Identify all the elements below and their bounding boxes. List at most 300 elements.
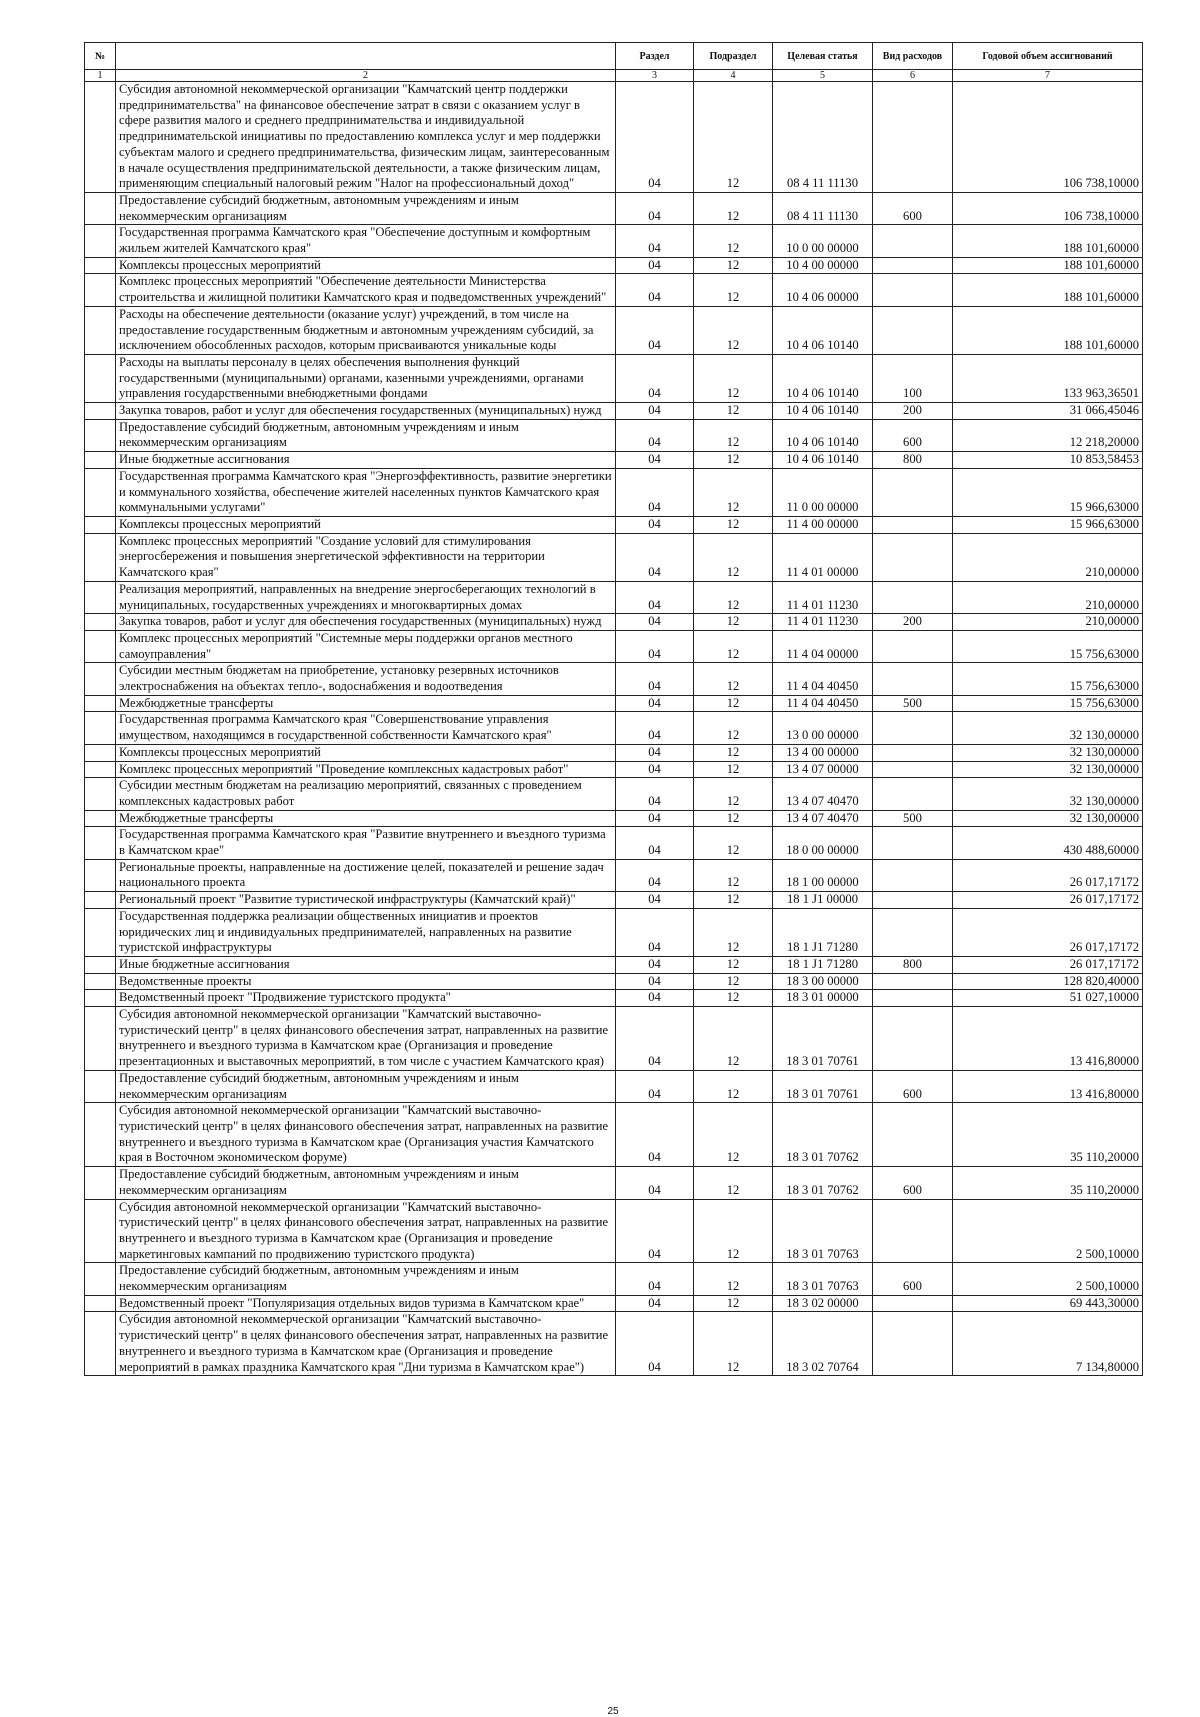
table-row [85, 225, 1143, 257]
row-razdel-cell: 04 [616, 257, 694, 274]
row-amount-cell: 15 966,63000 [953, 516, 1143, 533]
row-name-cell: Субсидия автономной некоммерческой организации "Камчатский выставочно-туристический центр" в целях финансового обеспечения затрат, направленных на развитие внутреннего и въездного туризма в Камчатском крае (Организация и проведение презентационных и выставочных мероприятий, в том числе с участием Камчатского края) [116, 1007, 616, 1071]
row-podrazdel-cell: 12 [694, 712, 773, 744]
table-row [85, 257, 1143, 274]
table-row [85, 990, 1143, 1007]
row-razdel-cell: 04 [616, 1007, 694, 1071]
row-podrazdel-cell: 12 [694, 257, 773, 274]
row-number-cell [85, 956, 116, 973]
table-row [85, 468, 1143, 516]
row-name-cell: Межбюджетные трансферты [116, 810, 616, 827]
row-podrazdel-cell: 12 [694, 1007, 773, 1071]
row-target-article-cell: 18 3 01 70761 [773, 1007, 873, 1071]
row-expense-type-cell [873, 82, 953, 193]
row-amount-cell: 35 110,20000 [953, 1103, 1143, 1167]
row-expense-type-cell: 200 [873, 403, 953, 420]
row-amount-cell: 210,00000 [953, 581, 1143, 613]
row-number-cell [85, 1007, 116, 1071]
row-name-cell: Иные бюджетные ассигнования [116, 452, 616, 469]
header-expense-type: Вид расходов [873, 43, 953, 70]
row-expense-type-cell [873, 827, 953, 859]
row-expense-type-cell: 600 [873, 192, 953, 224]
row-target-article-cell: 13 0 00 00000 [773, 712, 873, 744]
table-row [85, 1103, 1143, 1167]
row-number-cell [85, 452, 116, 469]
row-target-article-cell: 18 3 01 70761 [773, 1070, 873, 1102]
row-target-article-cell: 11 4 04 40450 [773, 695, 873, 712]
row-razdel-cell: 04 [616, 956, 694, 973]
row-expense-type-cell [873, 274, 953, 306]
header-podrazdel: Подраздел [694, 43, 773, 70]
row-amount-cell: 51 027,10000 [953, 990, 1143, 1007]
header-name [116, 43, 616, 70]
row-name-cell: Иные бюджетные ассигнования [116, 956, 616, 973]
row-amount-cell: 26 017,17172 [953, 908, 1143, 956]
row-razdel-cell: 04 [616, 306, 694, 354]
row-name-cell: Субсидия автономной некоммерческой организации "Камчатский выставочно-туристический центр" в целях финансового обеспечения затрат, направленных на развитие внутреннего и въездного туризма в Камчатском крае (Организация и проведение мероприятий в рамках праздника Камчатского края "Дни туризма в Камчатском крае") [116, 1312, 616, 1376]
row-target-article-cell: 10 4 06 00000 [773, 274, 873, 306]
header-number: № [85, 43, 116, 70]
row-name-cell: Закупка товаров, работ и услуг для обеспечения государственных (муниципальных) нужд [116, 614, 616, 631]
row-razdel-cell: 04 [616, 614, 694, 631]
row-target-article-cell: 08 4 11 11130 [773, 192, 873, 224]
row-expense-type-cell: 600 [873, 1070, 953, 1102]
row-name-cell: Комплексы процессных мероприятий [116, 516, 616, 533]
row-expense-type-cell [873, 1007, 953, 1071]
row-podrazdel-cell: 12 [694, 419, 773, 451]
row-target-article-cell: 10 4 06 10140 [773, 452, 873, 469]
table-row [85, 630, 1143, 662]
row-razdel-cell: 04 [616, 1070, 694, 1102]
column-number: 5 [773, 70, 873, 82]
row-amount-cell: 26 017,17172 [953, 892, 1143, 909]
row-target-article-cell: 13 4 00 00000 [773, 744, 873, 761]
row-podrazdel-cell: 12 [694, 1295, 773, 1312]
row-podrazdel-cell: 12 [694, 892, 773, 909]
row-expense-type-cell [873, 973, 953, 990]
row-podrazdel-cell: 12 [694, 827, 773, 859]
row-name-cell: Ведомственный проект "Продвижение туристского продукта" [116, 990, 616, 1007]
row-number-cell [85, 354, 116, 402]
table-row [85, 761, 1143, 778]
row-podrazdel-cell: 12 [694, 1103, 773, 1167]
table-row [85, 695, 1143, 712]
row-amount-cell: 32 130,00000 [953, 744, 1143, 761]
row-number-cell [85, 257, 116, 274]
table-row [85, 1295, 1143, 1312]
row-number-cell [85, 892, 116, 909]
row-number-cell [85, 516, 116, 533]
row-number-cell [85, 859, 116, 891]
row-amount-cell: 430 488,60000 [953, 827, 1143, 859]
row-razdel-cell: 04 [616, 778, 694, 810]
row-podrazdel-cell: 12 [694, 82, 773, 193]
row-podrazdel-cell: 12 [694, 630, 773, 662]
column-numbers-row [85, 70, 1143, 82]
row-podrazdel-cell: 12 [694, 403, 773, 420]
row-razdel-cell: 04 [616, 1312, 694, 1376]
row-amount-cell: 2 500,10000 [953, 1263, 1143, 1295]
row-target-article-cell: 11 4 00 00000 [773, 516, 873, 533]
column-number: 3 [616, 70, 694, 82]
row-razdel-cell: 04 [616, 274, 694, 306]
row-amount-cell: 2 500,10000 [953, 1199, 1143, 1263]
row-expense-type-cell: 100 [873, 354, 953, 402]
table-row [85, 403, 1143, 420]
row-name-cell: Региональные проекты, направленные на достижение целей, показателей и решение задач национального проекта [116, 859, 616, 891]
row-name-cell: Государственная программа Камчатского края "Энергоэффективность, развитие энергетики и коммунального хозяйства, обеспечение жителей населенных пунктов Камчатского края коммунальными услугами" [116, 468, 616, 516]
row-expense-type-cell: 600 [873, 419, 953, 451]
row-number-cell [85, 827, 116, 859]
row-razdel-cell: 04 [616, 630, 694, 662]
row-expense-type-cell [873, 1199, 953, 1263]
budget-table-page [84, 42, 1142, 1717]
row-expense-type-cell [873, 1312, 953, 1376]
row-target-article-cell: 10 4 06 10140 [773, 419, 873, 451]
row-razdel-cell: 04 [616, 1167, 694, 1199]
row-target-article-cell: 10 4 06 10140 [773, 403, 873, 420]
row-podrazdel-cell: 12 [694, 274, 773, 306]
row-number-cell [85, 990, 116, 1007]
column-number: 4 [694, 70, 773, 82]
row-amount-cell: 128 820,40000 [953, 973, 1143, 990]
header-razdel: Раздел [616, 43, 694, 70]
row-target-article-cell: 11 4 04 40450 [773, 663, 873, 695]
row-name-cell: Ведомственные проекты [116, 973, 616, 990]
row-amount-cell: 32 130,00000 [953, 712, 1143, 744]
row-podrazdel-cell: 12 [694, 614, 773, 631]
row-amount-cell: 15 756,63000 [953, 663, 1143, 695]
row-target-article-cell: 18 3 01 70762 [773, 1167, 873, 1199]
row-name-cell: Ведомственный проект "Популяризация отдельных видов туризма в Камчатском крае" [116, 1295, 616, 1312]
table-row [85, 827, 1143, 859]
row-amount-cell: 15 966,63000 [953, 468, 1143, 516]
row-razdel-cell: 04 [616, 1199, 694, 1263]
row-target-article-cell: 10 4 06 10140 [773, 306, 873, 354]
row-number-cell [85, 1312, 116, 1376]
row-number-cell [85, 778, 116, 810]
row-expense-type-cell [873, 663, 953, 695]
row-podrazdel-cell: 12 [694, 192, 773, 224]
row-name-cell: Реализация мероприятий, направленных на внедрение энергосберегающих технологий в муниципальных, государственных учреждениях и многоквартирных домах [116, 581, 616, 613]
row-number-cell [85, 225, 116, 257]
row-podrazdel-cell: 12 [694, 1199, 773, 1263]
row-podrazdel-cell: 12 [694, 663, 773, 695]
row-expense-type-cell [873, 859, 953, 891]
table-row [85, 192, 1143, 224]
row-podrazdel-cell: 12 [694, 695, 773, 712]
row-number-cell [85, 630, 116, 662]
row-amount-cell: 188 101,60000 [953, 306, 1143, 354]
row-podrazdel-cell: 12 [694, 810, 773, 827]
row-target-article-cell: 18 3 02 70764 [773, 1312, 873, 1376]
row-razdel-cell: 04 [616, 695, 694, 712]
row-amount-cell: 10 853,58453 [953, 452, 1143, 469]
row-podrazdel-cell: 12 [694, 516, 773, 533]
table-row [85, 306, 1143, 354]
row-name-cell: Государственная поддержка реализации общественных инициатив и проектов юридических лиц и индивидуальных предпринимателей, направленных на развитие туристской инфраструктуры [116, 908, 616, 956]
table-row [85, 859, 1143, 891]
row-target-article-cell: 18 1 00 00000 [773, 859, 873, 891]
row-razdel-cell: 04 [616, 192, 694, 224]
row-podrazdel-cell: 12 [694, 761, 773, 778]
row-name-cell: Государственная программа Камчатского края "Совершенствование управления имуществом, находящимся в государственной собственности Камчатского края" [116, 712, 616, 744]
row-name-cell: Субсидии местным бюджетам на приобретение, установку резервных источников электроснабжения на объектах тепло-, водоснабжения и водоотведения [116, 663, 616, 695]
row-expense-type-cell [873, 225, 953, 257]
table-row [85, 908, 1143, 956]
row-podrazdel-cell: 12 [694, 1263, 773, 1295]
page-number: 25 [607, 1706, 619, 1717]
row-razdel-cell: 04 [616, 403, 694, 420]
row-razdel-cell: 04 [616, 663, 694, 695]
row-razdel-cell: 04 [616, 419, 694, 451]
row-expense-type-cell [873, 581, 953, 613]
row-target-article-cell: 18 3 01 70762 [773, 1103, 873, 1167]
row-target-article-cell: 18 1 J1 71280 [773, 956, 873, 973]
row-number-cell [85, 468, 116, 516]
table-row [85, 1312, 1143, 1376]
row-razdel-cell: 04 [616, 892, 694, 909]
row-name-cell: Предоставление субсидий бюджетным, автономным учреждениям и иным некоммерческим организациям [116, 419, 616, 451]
header-annual-amount: Годовой объем ассигнований [953, 43, 1143, 70]
row-expense-type-cell: 800 [873, 452, 953, 469]
row-amount-cell: 32 130,00000 [953, 778, 1143, 810]
row-expense-type-cell: 500 [873, 810, 953, 827]
row-amount-cell: 210,00000 [953, 614, 1143, 631]
row-amount-cell: 13 416,80000 [953, 1007, 1143, 1071]
row-name-cell: Предоставление субсидий бюджетным, автономным учреждениям и иным некоммерческим организациям [116, 1263, 616, 1295]
row-target-article-cell: 11 4 01 00000 [773, 533, 873, 581]
row-amount-cell: 188 101,60000 [953, 257, 1143, 274]
table-row [85, 581, 1143, 613]
row-expense-type-cell: 500 [873, 695, 953, 712]
row-target-article-cell: 10 0 00 00000 [773, 225, 873, 257]
row-number-cell [85, 973, 116, 990]
row-amount-cell: 26 017,17172 [953, 859, 1143, 891]
row-podrazdel-cell: 12 [694, 990, 773, 1007]
row-number-cell [85, 712, 116, 744]
row-number-cell [85, 82, 116, 193]
row-expense-type-cell [873, 257, 953, 274]
row-expense-type-cell [873, 990, 953, 1007]
row-razdel-cell: 04 [616, 744, 694, 761]
row-amount-cell: 106 738,10000 [953, 192, 1143, 224]
row-number-cell [85, 274, 116, 306]
row-razdel-cell: 04 [616, 225, 694, 257]
row-name-cell: Предоставление субсидий бюджетным, автономным учреждениям и иным некоммерческим организациям [116, 1167, 616, 1199]
row-target-article-cell: 18 3 02 00000 [773, 1295, 873, 1312]
row-name-cell: Субсидия автономной некоммерческой организации "Камчатский выставочно-туристический центр" в целях финансового обеспечения затрат, направленных на развитие внутреннего и въездного туризма в Камчатском крае (Организация участия Камчатского края в Восточном экономическом форуме) [116, 1103, 616, 1167]
row-expense-type-cell [873, 892, 953, 909]
row-expense-type-cell [873, 908, 953, 956]
row-name-cell: Субсидия автономной некоммерческой организации "Камчатский выставочно-туристический центр" в целях финансового обеспечения затрат, направленных на развитие внутреннего и въездного туризма в Камчатском крае (Организация и проведение маркетинговых кампаний по продвижению туристского продукта) [116, 1199, 616, 1263]
row-target-article-cell: 18 3 00 00000 [773, 973, 873, 990]
row-target-article-cell: 18 1 J1 00000 [773, 892, 873, 909]
row-razdel-cell: 04 [616, 859, 694, 891]
row-razdel-cell: 04 [616, 1295, 694, 1312]
row-number-cell [85, 663, 116, 695]
table-row [85, 1199, 1143, 1263]
table-row [85, 810, 1143, 827]
row-amount-cell: 32 130,00000 [953, 810, 1143, 827]
row-razdel-cell: 04 [616, 973, 694, 990]
row-target-article-cell: 11 4 01 11230 [773, 614, 873, 631]
row-podrazdel-cell: 12 [694, 468, 773, 516]
row-name-cell: Комплекс процессных мероприятий "Создание условий для стимулирования энергосбережения и повышения энергетической эффективности на территории Камчатского края" [116, 533, 616, 581]
row-expense-type-cell [873, 778, 953, 810]
table-body [85, 82, 1143, 1376]
row-number-cell [85, 908, 116, 956]
table-row [85, 973, 1143, 990]
row-razdel-cell: 04 [616, 581, 694, 613]
row-name-cell: Закупка товаров, работ и услуг для обеспечения государственных (муниципальных) нужд [116, 403, 616, 420]
row-amount-cell: 188 101,60000 [953, 225, 1143, 257]
row-podrazdel-cell: 12 [694, 533, 773, 581]
row-expense-type-cell [873, 516, 953, 533]
row-amount-cell: 12 218,20000 [953, 419, 1143, 451]
row-number-cell [85, 744, 116, 761]
row-amount-cell: 13 416,80000 [953, 1070, 1143, 1102]
row-number-cell [85, 614, 116, 631]
row-name-cell: Расходы на выплаты персоналу в целях обеспечения выполнения функций государственными (муниципальными) органами, казенными учреждениями, органами управления государственными внебюджетными фондами [116, 354, 616, 402]
table-row [85, 712, 1143, 744]
row-number-cell [85, 1070, 116, 1102]
table-row [85, 1070, 1143, 1102]
column-number: 2 [116, 70, 616, 82]
row-target-article-cell: 11 0 00 00000 [773, 468, 873, 516]
column-number: 6 [873, 70, 953, 82]
row-expense-type-cell [873, 306, 953, 354]
row-expense-type-cell: 200 [873, 614, 953, 631]
row-amount-cell: 133 963,36501 [953, 354, 1143, 402]
row-expense-type-cell [873, 744, 953, 761]
table-row [85, 744, 1143, 761]
row-target-article-cell: 13 4 07 00000 [773, 761, 873, 778]
row-number-cell [85, 403, 116, 420]
row-amount-cell: 15 756,63000 [953, 695, 1143, 712]
row-amount-cell: 188 101,60000 [953, 274, 1143, 306]
row-podrazdel-cell: 12 [694, 956, 773, 973]
row-expense-type-cell [873, 1295, 953, 1312]
row-target-article-cell: 08 4 11 11130 [773, 82, 873, 193]
row-podrazdel-cell: 12 [694, 581, 773, 613]
row-name-cell: Предоставление субсидий бюджетным, автономным учреждениям и иным некоммерческим организациям [116, 192, 616, 224]
row-amount-cell: 26 017,17172 [953, 956, 1143, 973]
row-podrazdel-cell: 12 [694, 778, 773, 810]
row-razdel-cell: 04 [616, 712, 694, 744]
row-amount-cell: 35 110,20000 [953, 1167, 1143, 1199]
row-razdel-cell: 04 [616, 908, 694, 956]
row-razdel-cell: 04 [616, 810, 694, 827]
row-target-article-cell: 10 4 06 10140 [773, 354, 873, 402]
table-row [85, 1167, 1143, 1199]
row-number-cell [85, 533, 116, 581]
row-amount-cell: 69 443,30000 [953, 1295, 1143, 1312]
row-podrazdel-cell: 12 [694, 452, 773, 469]
row-razdel-cell: 04 [616, 82, 694, 193]
row-razdel-cell: 04 [616, 1263, 694, 1295]
row-name-cell: Комплексы процессных мероприятий [116, 257, 616, 274]
row-razdel-cell: 04 [616, 452, 694, 469]
row-name-cell: Комплекс процессных мероприятий "Обеспечение деятельности Министерства строительства и жилищной политики Камчатского края и подведомственных учреждений" [116, 274, 616, 306]
row-target-article-cell: 13 4 07 40470 [773, 778, 873, 810]
row-number-cell [85, 581, 116, 613]
row-expense-type-cell [873, 468, 953, 516]
row-razdel-cell: 04 [616, 516, 694, 533]
budget-allocation-table [84, 42, 1143, 1376]
table-row [85, 274, 1143, 306]
row-number-cell [85, 306, 116, 354]
table-header-row [85, 43, 1143, 70]
table-row [85, 892, 1143, 909]
row-number-cell [85, 810, 116, 827]
row-number-cell [85, 695, 116, 712]
row-podrazdel-cell: 12 [694, 1167, 773, 1199]
row-name-cell: Государственная программа Камчатского края "Обеспечение доступным и комфортным жильем жителей Камчатского края" [116, 225, 616, 257]
row-expense-type-cell [873, 712, 953, 744]
row-name-cell: Комплексы процессных мероприятий [116, 744, 616, 761]
row-podrazdel-cell: 12 [694, 859, 773, 891]
header-target-article: Целевая статья [773, 43, 873, 70]
table-row [85, 452, 1143, 469]
row-target-article-cell: 11 4 01 11230 [773, 581, 873, 613]
row-expense-type-cell: 800 [873, 956, 953, 973]
row-expense-type-cell [873, 1103, 953, 1167]
row-number-cell [85, 1199, 116, 1263]
row-podrazdel-cell: 12 [694, 306, 773, 354]
row-number-cell [85, 761, 116, 778]
row-expense-type-cell [873, 533, 953, 581]
row-number-cell [85, 1103, 116, 1167]
row-podrazdel-cell: 12 [694, 225, 773, 257]
row-name-cell: Комплекс процессных мероприятий "Проведение комплексных кадастровых работ" [116, 761, 616, 778]
row-number-cell [85, 1295, 116, 1312]
row-razdel-cell: 04 [616, 468, 694, 516]
row-amount-cell: 31 066,45046 [953, 403, 1143, 420]
table-row [85, 354, 1143, 402]
column-number: 7 [953, 70, 1143, 82]
row-razdel-cell: 04 [616, 1103, 694, 1167]
row-amount-cell: 7 134,80000 [953, 1312, 1143, 1376]
row-razdel-cell: 04 [616, 354, 694, 402]
row-amount-cell: 32 130,00000 [953, 761, 1143, 778]
row-target-article-cell: 18 3 01 70763 [773, 1199, 873, 1263]
row-podrazdel-cell: 12 [694, 744, 773, 761]
row-number-cell [85, 1167, 116, 1199]
row-number-cell [85, 1263, 116, 1295]
row-expense-type-cell [873, 630, 953, 662]
row-podrazdel-cell: 12 [694, 973, 773, 990]
row-target-article-cell: 18 0 00 00000 [773, 827, 873, 859]
row-amount-cell: 106 738,10000 [953, 82, 1143, 193]
table-row [85, 82, 1143, 193]
row-name-cell: Предоставление субсидий бюджетным, автономным учреждениям и иным некоммерческим организациям [116, 1070, 616, 1102]
row-target-article-cell: 13 4 07 40470 [773, 810, 873, 827]
table-row [85, 1007, 1143, 1071]
row-amount-cell: 210,00000 [953, 533, 1143, 581]
row-razdel-cell: 04 [616, 990, 694, 1007]
row-target-article-cell: 10 4 00 00000 [773, 257, 873, 274]
row-expense-type-cell [873, 761, 953, 778]
row-expense-type-cell: 600 [873, 1263, 953, 1295]
row-razdel-cell: 04 [616, 761, 694, 778]
table-row [85, 516, 1143, 533]
column-number: 1 [85, 70, 116, 82]
row-name-cell: Субсидия автономной некоммерческой организации "Камчатский центр поддержки предпринимательства" на финансовое обеспечение затрат в связи с оказанием услуг в сфере развития малого и среднего предпринимательства и индивидуальной предпринимательской инициативы по предоставлению комплекса услуг и мер поддержки субъектам малого и среднего предпринимательства, физическим лицам, заинтересованным в начале осуществления предпринимательской деятельности, а также физическим лицам, применяющим специальный налоговый режим "Налог на профессиональный доход" [116, 82, 616, 193]
table-row [85, 778, 1143, 810]
row-name-cell: Комплекс процессных мероприятий "Системные меры поддержки органов местного самоуправления" [116, 630, 616, 662]
table-row [85, 419, 1143, 451]
